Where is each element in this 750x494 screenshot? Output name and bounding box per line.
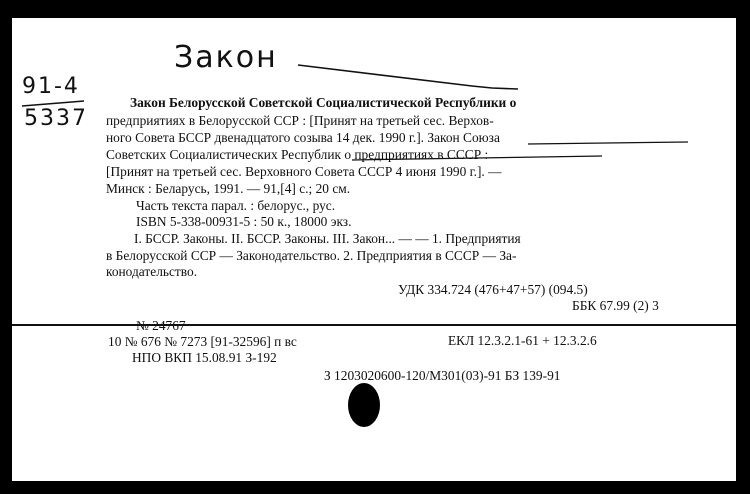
record-line-6: Минск : Беларусь, 1991. — 91,[4] с.; 20 см. <box>106 181 351 196</box>
footer-line-2-left: НПО ВКП 15.08.91 З-192 <box>132 350 277 365</box>
footer-line-1-right: ЕКЛ 12.3.2.1-61 + 12.3.2.6 <box>448 333 597 348</box>
record-line-2: предприятиях в Белорусской ССР : [Принят на третьей сес. Верхов- <box>106 113 494 128</box>
struck-number: № 24767 <box>136 318 186 333</box>
pen-strokes <box>12 18 736 481</box>
handwritten-arrow-line <box>298 65 518 89</box>
handwritten-shelf-underline <box>22 101 84 106</box>
footer-line-1-left: 10 № 676 № 7273 [91-32596] п вс <box>108 334 297 349</box>
handwritten-title: Закон <box>174 40 278 75</box>
parallel-text-note: Часть текста парал. : белорус., рус. <box>136 198 336 213</box>
handwritten-shelf-top: 91-4 <box>22 74 80 99</box>
isbn-line: ISBN 5-338-00931-5 : 50 к., 18000 экз. <box>136 214 352 229</box>
record-line-1: Закон Белорусской Советской Социалистической Республики о <box>130 95 517 110</box>
subjects-line-2: в Белорусской ССР — Законодательство. 2. Предприятия в СССР — За- <box>106 248 517 263</box>
record-line-3: ного Совета БССР двенадцатого созыва 14 дек. 1990 г.]. Закон Союза <box>106 130 500 145</box>
subjects-line-1: I. БССР. Законы. II. БССР. Законы. III. Закон... — — 1. Предприятия <box>134 231 521 246</box>
subjects-line-3: конодательство. <box>106 264 198 279</box>
underline-o-predpriyatiyah <box>352 156 602 160</box>
underline-zakon-soyuza <box>528 142 688 144</box>
bbk-code: ББК 67.99 (2) 3 <box>572 298 659 313</box>
udk-code: УДК 334.724 (476+47+57) (094.5) <box>398 282 588 297</box>
record-line-5: [Принят на третьей сес. Верховного Совета СССР 4 июня 1990 г.]. — <box>106 164 502 179</box>
catalog-card <box>12 18 736 481</box>
record-line-4: Советских Социалистических Республик о предприятиях в СССР : <box>106 147 489 162</box>
handwritten-shelf-bottom: 5337 <box>24 106 88 131</box>
footer-line-3-right: З 1203020600-120/М301(03)-91 БЗ 139-91 <box>324 368 561 383</box>
